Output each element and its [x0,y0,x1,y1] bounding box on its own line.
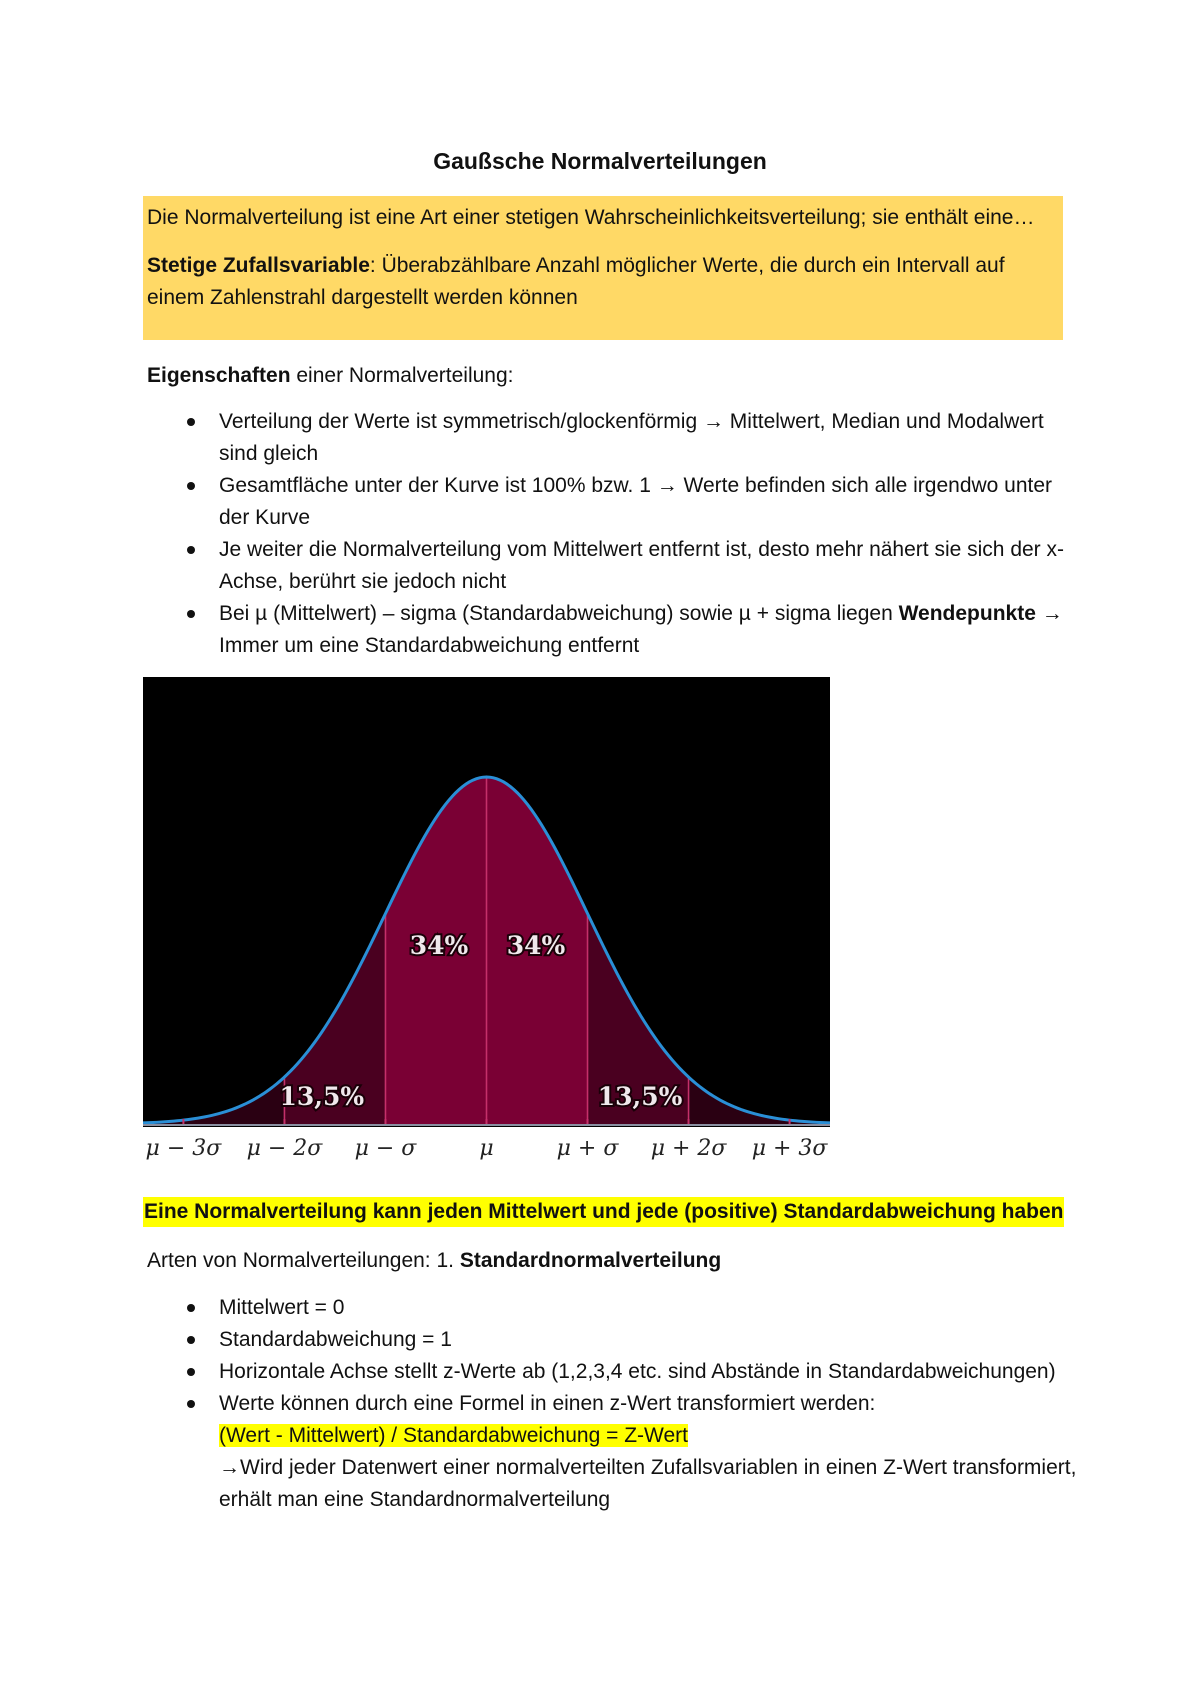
arrow-icon: → [1035,602,1063,625]
callout-definition [147,250,1059,314]
list-item: Horizontale Achse stellt z-Werte ab (1,2,3,4 etc. sind Abstände in Standardabweichungen) [147,1356,1077,1388]
x-tick-label: μ − 3σ [145,1136,222,1161]
page-title: Gaußsche Normalverteilungen [433,148,767,174]
list-item: Verteilung der Werte ist symmetrisch/glockenförmig → Mittelwert, Median und Modalwert sind gleich [147,406,1077,470]
list-item: Standardabweichung = 1 [147,1324,1077,1356]
list-item: Je weiter die Normalverteilung vom Mittelwert entfernt ist, desto mehr nähert sie sich der x-Achse, berührt sie jedoch nicht [147,534,1077,598]
normal-distribution-chart [143,677,830,1167]
definition-callout [143,196,1063,340]
types-heading [147,1245,721,1277]
list-item: Mittelwert = 0 [147,1292,1077,1324]
properties-heading-bold: Eigenschaften [147,364,291,387]
x-tick-label: μ [479,1136,494,1161]
arrow-icon: → [219,1456,240,1479]
region-label: 13,5% [597,1082,683,1111]
list-item [147,1388,1077,1516]
types-list [147,1292,1077,1516]
types-heading-bold: Standardnormalverteilung [459,1249,722,1272]
arrow-icon: → [656,474,678,497]
list-item: Bei µ (Mittelwert) – sigma (Standardabweichung) sowie µ + sigma liegen Wendepunkte → Immer um eine Standardabweichung entfernt [147,598,1077,662]
chart-svg [143,677,830,1167]
x-tick-label: μ + 3σ [751,1136,828,1161]
region-label: 13,5% [279,1082,365,1111]
formula-intro: Werte können durch eine Formel in einen z-Wert transformiert werden: [219,1392,876,1415]
region-label: 34% [409,931,469,960]
z-formula: (Wert - Mittelwert) / Standardabweichung = Z-Wert [219,1424,688,1447]
wendepunkte-term: Wendepunkte [898,602,1036,625]
properties-list [147,406,1077,662]
highlighted-statement: Eine Normalverteilung kann jeden Mittelwert und jede (positive) Standardabweichung haben [143,1197,1064,1227]
arrow-icon: → [702,410,724,433]
x-tick-label: μ + 2σ [650,1136,727,1161]
term-stetige-zufallsvariable: Stetige Zufallsvariable [147,254,370,277]
term-definition: : Überabzählbare Anzahl möglicher Werte, die durch ein Intervall auf einem Zahlenstrahl dargestellt werden können [147,254,1005,309]
callout-intro: Die Normalverteilung ist eine Art einer stetigen Wahrscheinlichkeitsverteilung; sie enthält eine… [147,206,1035,229]
list-item: Gesamtfläche unter der Kurve ist 100% bzw. 1 → Werte befinden sich alle irgendwo unter der Kurve [147,470,1077,534]
x-tick-label: μ − σ [354,1136,417,1161]
region-label: 34% [506,931,566,960]
x-tick-label: μ + σ [556,1136,619,1161]
properties-heading [147,360,513,392]
x-tick-label: μ − 2σ [246,1136,323,1161]
properties-heading-rest: einer Normalverteilung: [290,364,514,387]
formula-note: Wird jeder Datenwert einer normalverteilten Zufallsvariablen in einen Z-Wert transformiert, erhält man eine Standardnormalverteilung [219,1456,1077,1511]
types-heading-rest: Arten von Normalverteilungen: 1. [147,1249,460,1272]
